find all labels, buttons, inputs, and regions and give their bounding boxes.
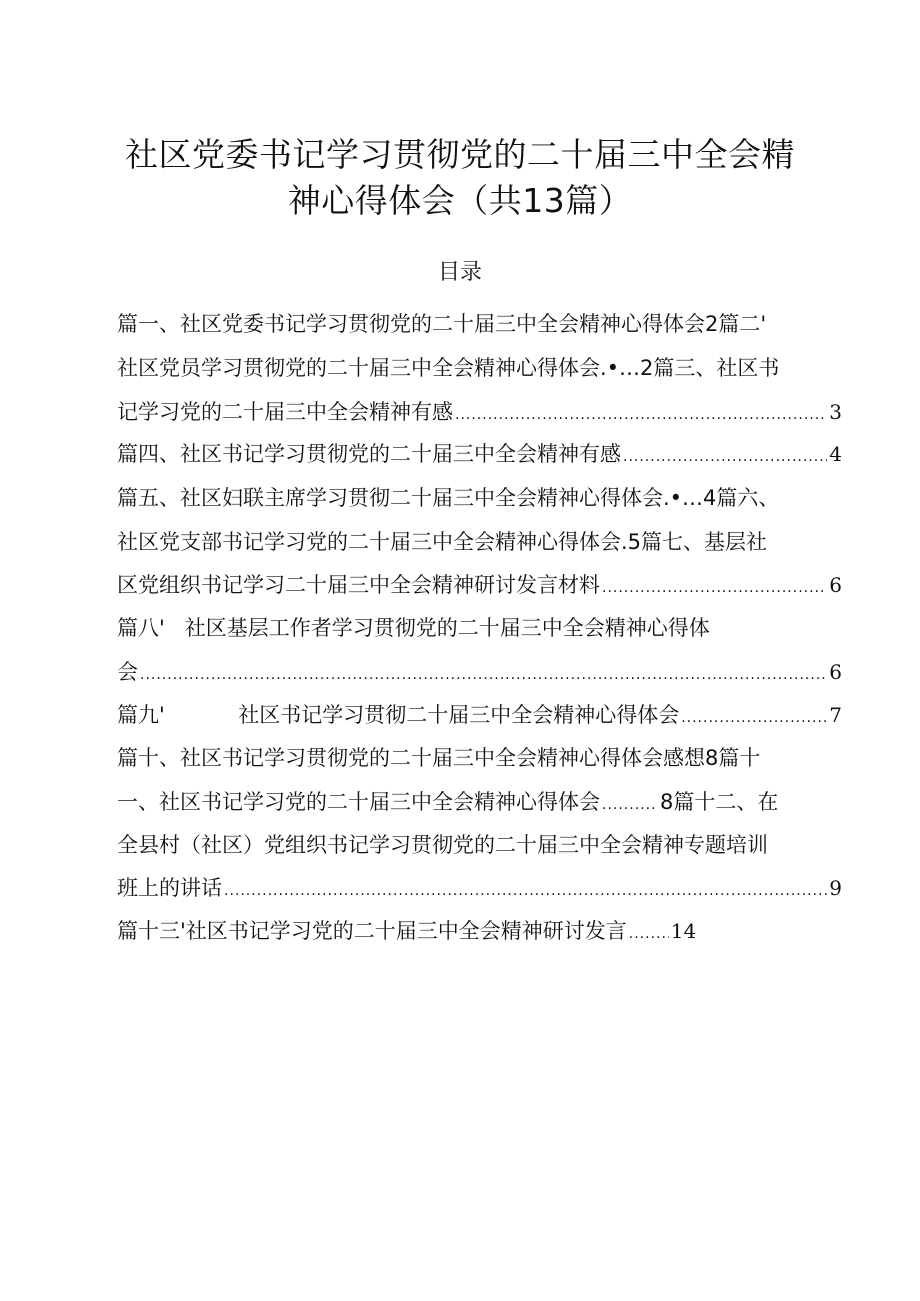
toc-line-text: 区党组织书记学习二十届三中全会精神研讨发言材料 [117,573,600,597]
toc-line [117,353,842,383]
toc-line-text: 篇四、社区书记学习贯彻党的二十届三中全会精神有感 [117,442,621,466]
toc-line [117,397,842,427]
toc-dot-leader [602,790,658,817]
toc-line-text: 社区党支部书记学习党的二十届三中全会精神心得体会.5篇七、基层社 [117,530,768,554]
toc-heading: 目录 [437,260,482,285]
toc-line-text: 篇八' 社区基层工作者学习贯彻党的二十届三中全会精神心得体 [117,616,710,640]
toc-line [117,657,842,687]
toc-page-number: 14 [670,919,697,943]
toc-line [117,309,842,339]
toc-page-number: 6 [829,660,842,684]
toc-page-number: 7 [829,703,842,727]
toc-line [117,873,842,903]
toc-line-text: 记学习党的二十届三中全会精神有感 [117,400,453,424]
toc-line [117,439,842,469]
toc-line [117,483,842,513]
toc-line-text: 一、社区书记学习党的二十届三中全会精神心得体会 [117,790,600,814]
toc-line [117,787,842,817]
toc-line [117,830,842,860]
toc-line-text: 篇九' 社区书记学习贯彻二十届三中全会精神心得体会 [117,703,680,727]
toc-line [117,916,842,946]
toc-line [117,743,842,773]
toc-page-number: 6 [829,573,842,597]
toc-page-number: 8篇十二、在 [660,790,779,814]
toc-dot-leader [224,876,827,903]
toc-line [117,613,842,643]
toc-line-text: 会 [117,660,138,684]
toc-line [117,700,842,730]
toc-line-text: 篇十、社区书记学习贯彻党的二十届三中全会精神心得体会感想8篇十 [117,746,761,770]
toc-dot-leader [602,573,827,600]
toc-line-text: 社区党员学习贯彻党的二十届三中全会精神心得体会.•…2篇三、社区书 [117,356,780,380]
toc-line-text: 篇一、社区党委书记学习贯彻党的二十届三中全会精神心得体会2篇二' [117,312,767,336]
toc-dot-leader [455,400,827,427]
document-title-line-1: 社区党委书记学习贯彻党的二十届三中全会精 [125,135,795,174]
toc-dot-leader [629,919,669,946]
toc-dot-leader [140,660,827,687]
toc-line-text: 篇十三'社区书记学习党的二十届三中全会精神研讨发言 [117,919,627,943]
toc-line-text: 全县村（社区）党组织书记学习贯彻党的二十届三中全会精神专题培训 [117,833,768,857]
toc-page-number: 4 [829,442,842,466]
toc-line-text: 篇五、社区妇联主席学习贯彻二十届三中全会精神心得体会.•…4篇六、 [117,486,780,510]
document-title-line-2: 神心得体会（共13篇） [287,181,633,220]
toc-dot-leader [681,703,827,730]
toc-line-text: 班上的讲话 [117,876,222,900]
toc-line [117,570,842,600]
toc-line [117,527,842,557]
toc-dot-leader [623,442,827,469]
toc-page-number: 3 [829,400,842,424]
toc-page-number: 9 [829,876,842,900]
